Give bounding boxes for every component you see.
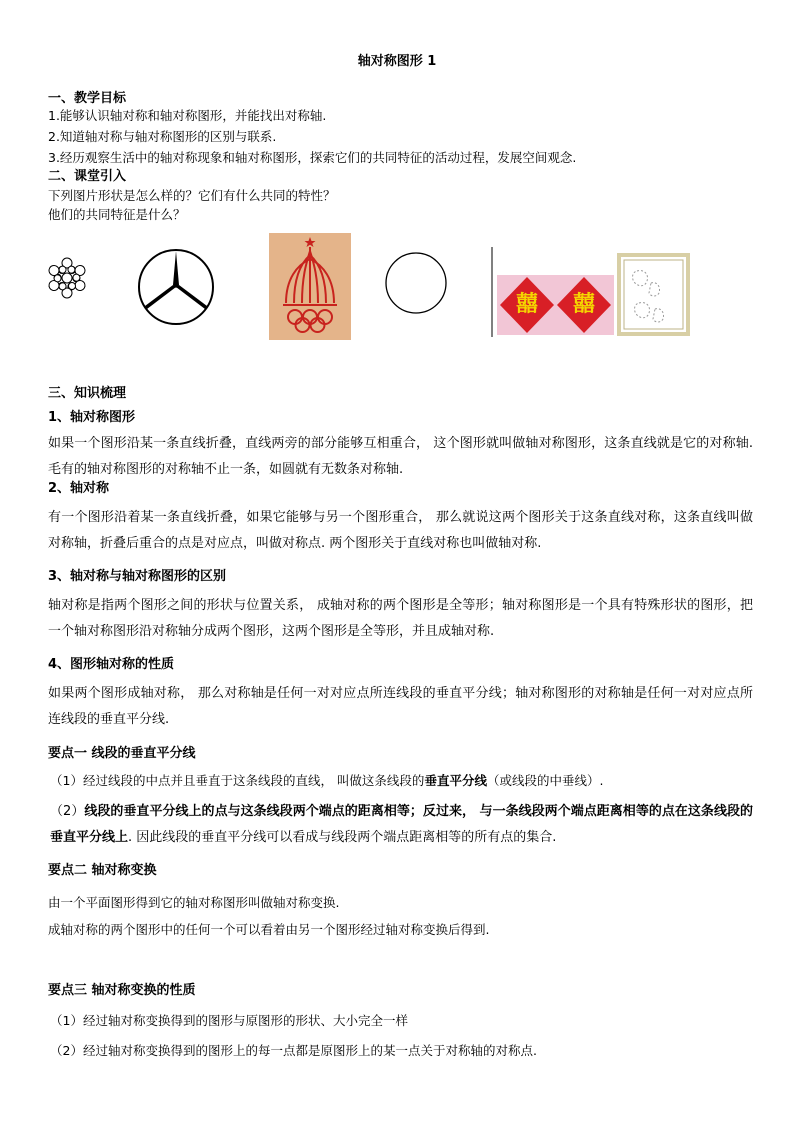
point-bold-text: 线段的垂直平分线上的点与这条线段两个端点的距离相等；反过来， 与一条线段两个端点距离相等的点在这条线段的垂直平分线上 — [50, 804, 753, 845]
point-text: （1）经过线段的中点并且垂直于这条线段的直线， 叫做这条线段的 — [50, 773, 425, 788]
section-heading-objectives: 一、教学目标 — [48, 91, 127, 106]
circle-figure — [384, 250, 448, 316]
olympic-poster-figure — [269, 233, 351, 340]
objective-item: 3.经历观察生活中的轴对称现象和轴对称图形，探索它们的共同特征的活动过程，发展空间观念. — [48, 150, 577, 165]
footprints-frame-figure — [617, 253, 690, 336]
three-point-star-logo-figure — [136, 247, 216, 327]
figure-row — [0, 225, 794, 345]
subsection-heading: 2、轴对称 — [48, 481, 110, 496]
snowflake-figure — [46, 253, 88, 303]
paragraph-difference: 轴对称是指两个图形之间的形状与位置关系， 成轴对称的两个图形是全等形；轴对称图形是一个具有特殊形状的图形，把一个轴对称图形沿对称轴分成两个图形，这两个图形是全等形，并且成轴对称. — [48, 598, 753, 639]
xi-character: 囍 — [572, 292, 595, 317]
paragraph-axisymmetric-figure: 如果一个图形沿某一条直线折叠，直线两旁的部分能够互相重合， 这个图形就叫做轴对称图形，这条直线就是它的对称轴. 毛有的轴对称图形的对称轴不止一条，如圆就有无数条对称轴. — [48, 436, 753, 477]
intro-question: 下列图片形状是怎么样的？它们有什么共同的特性？ — [48, 188, 336, 203]
point-item — [50, 799, 753, 851]
point-text: 由一个平面图形得到它的轴对称图形叫做轴对称变换. — [48, 895, 340, 910]
section-heading-knowledge: 三、知识梳理 — [48, 386, 127, 401]
point-text: 成轴对称的两个图形中的任何一个可以看着由另一个图形经过轴对称变换后得到. — [48, 922, 490, 937]
point-text: （2） — [50, 804, 85, 819]
subsection-heading: 4、图形轴对称的性质 — [48, 657, 175, 672]
page-title: 轴对称图形 1 — [357, 54, 437, 69]
point-item: （2）经过轴对称变换得到的图形上的每一点都是原图形上的某一点关于对称轴的对称点. — [50, 1043, 537, 1058]
objective-item: 1.能够认识轴对称和轴对称图形，并能找出对称轴. — [48, 108, 327, 123]
point-heading: 要点一 线段的垂直平分线 — [48, 746, 196, 761]
paragraph-axial-symmetry: 有一个图形沿着某一条直线折叠，如果它能够与另一个图形重合， 那么就说这两个图形关于这条直线对称，这条直线叫做对称轴，折叠后重合的点是对应点，叫做对称点. 两个图形关于直线对称也叫做轴对称. — [48, 510, 753, 551]
point-heading: 要点三 轴对称变换的性质 — [48, 983, 196, 998]
section-heading-intro: 二、课堂引入 — [48, 169, 127, 184]
point-text: . 因此线段的垂直平分线可以看成与线段两个端点距离相等的所有点的集合. — [128, 830, 557, 845]
subsection-heading: 1、轴对称图形 — [48, 410, 136, 425]
subsection-heading: 3、轴对称与轴对称图形的区别 — [48, 569, 227, 584]
point-item — [50, 773, 603, 789]
point-text: （或线段的中垂线）. — [486, 773, 604, 788]
double-happiness-panel — [497, 275, 614, 335]
point-heading: 要点二 轴对称变换 — [48, 863, 157, 878]
divider-line — [490, 247, 494, 337]
point-item: （1）经过轴对称变换得到的图形与原图形的形状、大小完全一样 — [50, 1013, 408, 1028]
objective-item: 2.知道轴对称与轴对称图形的区别与联系. — [48, 129, 277, 144]
point-bold-text: 垂直平分线 — [424, 773, 487, 788]
intro-question: 他们的共同特征是什么？ — [48, 207, 186, 222]
paragraph-properties: 如果两个图形成轴对称， 那么对称轴是任何一对对应点所连线段的垂直平分线；轴对称图形的对称轴是任何一对对应点所连线段的垂直平分线. — [48, 686, 753, 727]
xi-character: 囍 — [515, 292, 538, 317]
